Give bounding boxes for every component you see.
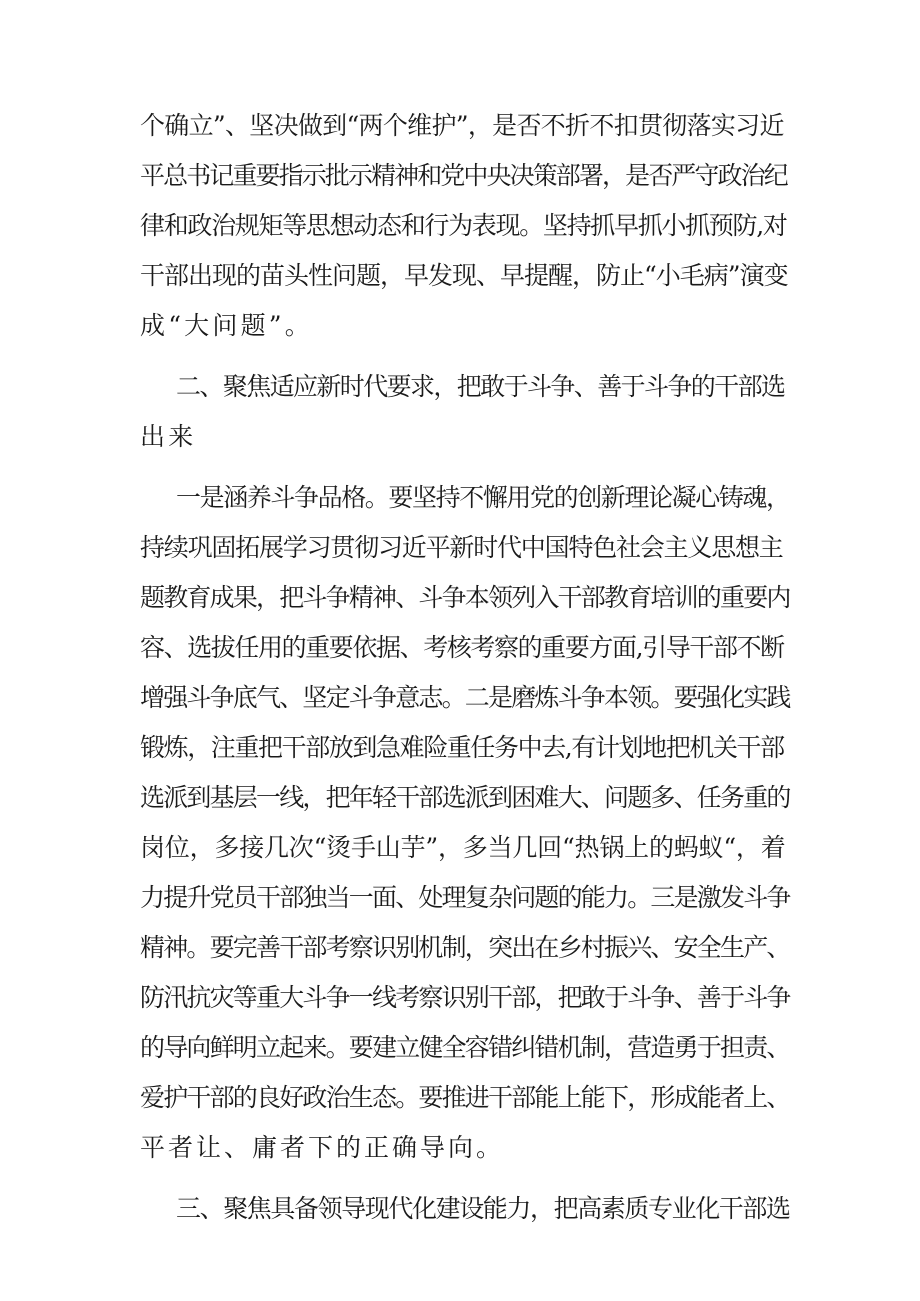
- heading-line: 三、聚焦具备领导现代化建设能力，把高素质专业化干部选: [176, 1194, 790, 1223]
- paragraph-line: 容、选拔任用的重要依据、考核考察的重要方面,引导干部不断: [140, 633, 784, 662]
- paragraph-line: 增强斗争底气、坚定斗争意志。二是磨炼斗争本领。要强化实践: [140, 683, 790, 712]
- paragraph-line: 精神。要完善干部考察识别机制，突出在乡村振兴、安全生产、: [140, 933, 790, 962]
- paragraph-line: 爱护干部的良好政治生态。要推进干部能上能下，形成能者上、: [140, 1083, 790, 1112]
- paragraph-line: 的导向鲜明立起来。要建立健全容错纠错机制，营造勇于担责、: [140, 1033, 790, 1062]
- paragraph-line: 干部出现的苗头性问题，早发现、早提醒，防止“小毛病”演变: [140, 261, 788, 290]
- paragraph-line: 选派到基层一线，把年轻干部选派到困难大、问题多、任务重的: [140, 783, 790, 812]
- paragraph-line: 岗位，多接几次“烫手山芋”，多当几回“热锅上的蚂蚁“，着: [140, 833, 786, 862]
- paragraph-line: 平总书记重要指示批示精神和党中央决策部署，是否严守政治纪: [140, 161, 787, 190]
- paragraph-line: 一是涵养斗争品格。要坚持不懈用党的创新理论凝心铸魂，: [176, 483, 790, 512]
- paragraph-line: 个确立”、坚决做到“两个维护”，是否不折不扣贯彻落实习近: [140, 111, 784, 140]
- paragraph-line: 律和政治规矩等思想动态和行为表现。坚持抓早抓小抓预防,对: [140, 211, 787, 240]
- paragraph-line: 平者让、庸者下的正确导向。: [140, 1133, 505, 1162]
- paragraph-line: 成“大问题”。: [140, 311, 313, 340]
- heading-line: 出来: [140, 422, 197, 451]
- paragraph-line: 力提升党员干部独当一面、处理复杂问题的能力。三是激发斗争: [140, 883, 790, 912]
- paragraph-line: 题教育成果，把斗争精神、斗争本领列入干部教育培训的重要内: [140, 583, 790, 612]
- heading-line: 二、聚焦适应新时代要求，把敢于斗争、善于斗争的干部选: [176, 372, 785, 401]
- paragraph-line: 防汛抗灾等重大斗争一线考察识别干部，把敢于斗争、善于斗争: [140, 983, 790, 1012]
- paragraph-line: 锻炼，注重把干部放到急难险重任务中去,有计划地把机关干部: [140, 733, 784, 762]
- paragraph-line: 持续巩固拓展学习贯彻习近平新时代中国特色社会主义思想主: [140, 533, 783, 562]
